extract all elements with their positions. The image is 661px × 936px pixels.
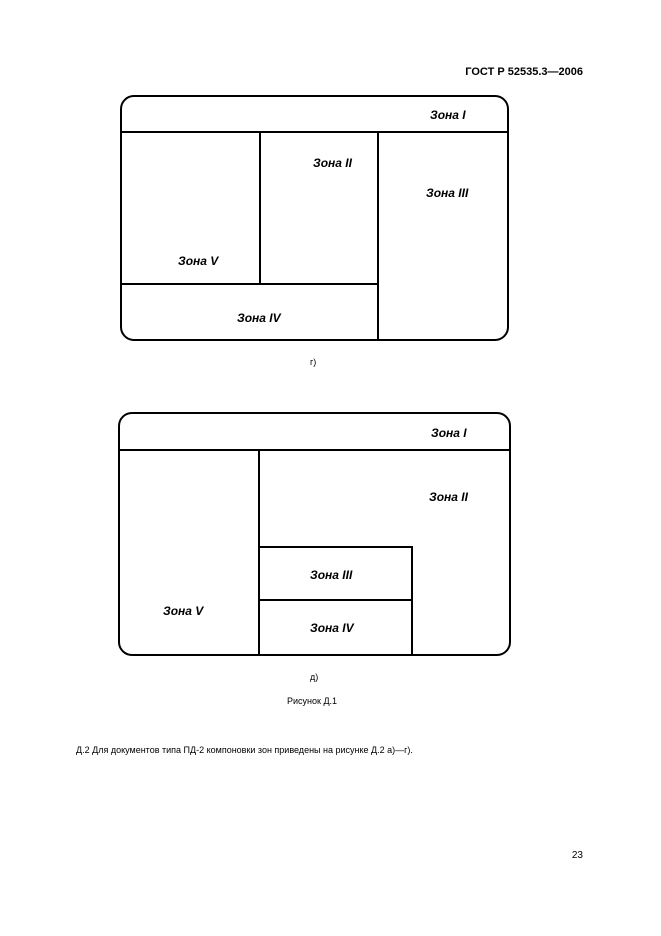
figure-d-inner-middle-divider	[259, 599, 412, 601]
figure-g-zone-1-label: Зона I	[430, 108, 466, 122]
figure-d-zone-4-label: Зона IV	[310, 621, 354, 635]
body-paragraph: Д.2 Для документов типа ПД-2 компоновки зон приведены на рисунке Д.2 а)—г).	[76, 745, 413, 755]
figure-d-zone-2-label: Зона II	[429, 490, 468, 504]
figure-g-bottom-divider	[121, 283, 378, 285]
figure-d-inner-top-divider	[259, 546, 413, 548]
figure-g-middle-divider	[259, 132, 261, 284]
figure-d-zone-5-label: Зона V	[163, 604, 204, 618]
figure-g-header-divider	[121, 131, 508, 133]
page-number: 23	[571, 850, 583, 861]
figure-d-label: д)	[310, 672, 319, 682]
figure-d-inner-right-divider	[411, 547, 413, 655]
figure-caption: Рисунок Д.1	[287, 696, 338, 706]
figure-g-zone-4-label: Зона IV	[237, 311, 281, 325]
figure-g-zone-3-label: Зона III	[426, 186, 469, 200]
figure-d-left-divider	[258, 450, 260, 655]
figure-g-label: г)	[310, 357, 317, 367]
figure-d-zone-1-label: Зона I	[431, 426, 467, 440]
figure-g-zone-2-label: Зона II	[313, 156, 352, 170]
figure-g-right-divider	[377, 132, 379, 340]
figure-d-zone-3-label: Зона III	[310, 568, 353, 582]
document-standard-header: ГОСТ Р 52535.3—2006	[465, 66, 583, 78]
figure-g-zone-5-label: Зона V	[178, 254, 219, 268]
figure-d-header-divider	[119, 449, 510, 451]
